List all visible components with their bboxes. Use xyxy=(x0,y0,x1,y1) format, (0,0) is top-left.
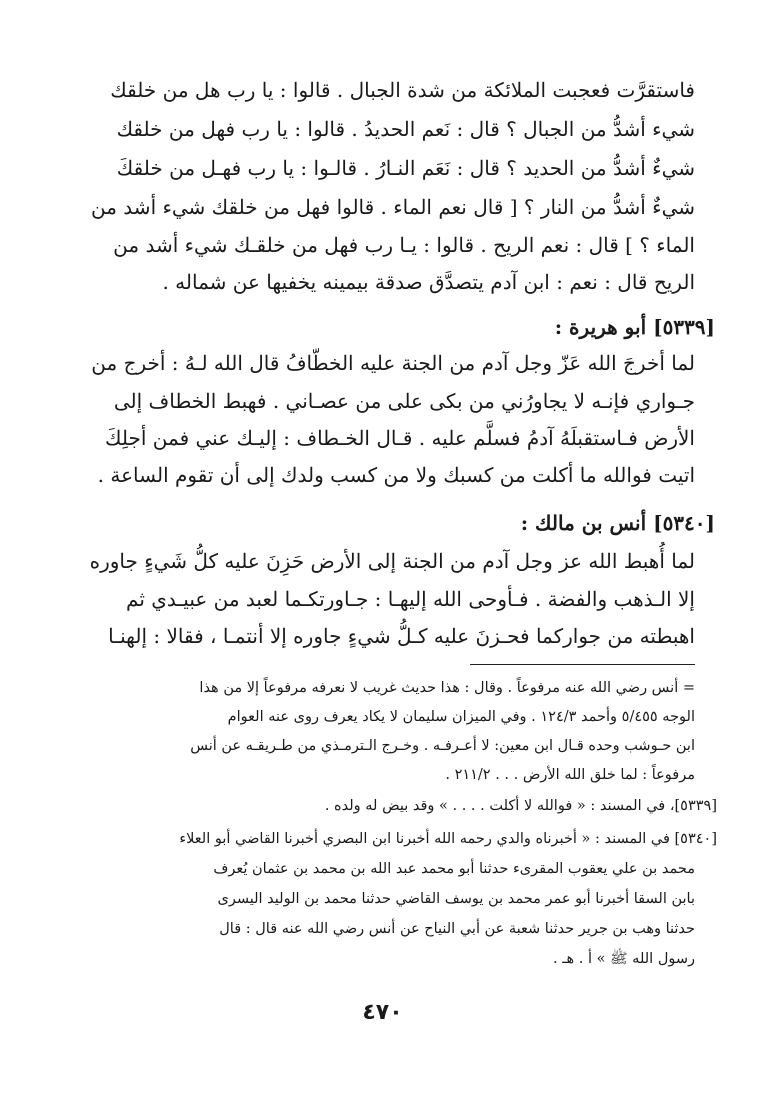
entry-heading: [٥٣٤٠] أنس بن مالك : xyxy=(520,511,715,535)
text-line: جـواري فإنـه لا يجاورُني من بكى على من عصـاني . فهبط الخطاف إلى xyxy=(113,389,695,413)
footnote-divider xyxy=(470,664,695,665)
text-line: اهبطته من جواركما فحـزنَ عليه كـلُّ شيءٍ جاوره إلا أنتمـا ، فقالا : إلهنـا xyxy=(108,624,695,648)
footnote-5339: [٥٣٣٩]، في المسند : « فوالله لا أكلت . . . . » وقد بيض له ولده . xyxy=(324,798,717,814)
text-line: الماء ؟ ] قال : نعم الريح . قالوا : يـا رب فهل من خلقـك شيء أشد من xyxy=(113,233,695,257)
text-line: الأرض فـاستقبلَهُ آدمُ فسلَّم عليه . قـال الخـطاف : إليـك عني فمن أجلِكَ xyxy=(105,426,695,450)
footnote-line: حدثنا وهب بن جرير حدثنا شعبة عن أبي النياح عن أنس رضي الله عنه قال : قال xyxy=(219,921,695,937)
entry-heading: [٥٣٣٩] أبو هريرة : xyxy=(554,315,715,339)
text-line: لما أخرجَ الله عَزّ وجل آدم من الجنة عليه الخطّافُ قال الله لـهُ : أخرج من xyxy=(91,351,695,375)
text-line: إلا الـذهب والفضة . فـأوحى الله إليهـا : جـاورتكـما لعبد من عبيـدي ثم xyxy=(126,587,695,611)
text-line: الريح قال : نعم : ابن آدم يتصدَّق صدقة بيمينه يخفيها عن شماله . xyxy=(162,270,695,294)
text-line: شيءٌ أشدُّ من الحديد ؟ قال : نَعَم النـارُ . قالـوا : يا رب فهـل من خلقكَ xyxy=(116,156,695,180)
footnote-line: = أنس رضي الله عنه مرفوعاً . وقال : هذا حديث غريب لا نعرفه مرفوعاً إلا من هذا xyxy=(199,680,695,696)
footnote-line: مرفوعاً : لما خلق الله الأرض . . . ٢١١/٢ . xyxy=(445,767,695,783)
text-line: لما أُهبط الله عز وجل آدم من الجنة إلى الأرض حَزِنَ عليه كلُّ شَيءٍ جاوره xyxy=(89,549,695,573)
footnote-line: ابن حـوشب وحده قـال ابن معين: لا أعـرفـه . وخـرج الـترمـذي من طـريقـه عن أنس xyxy=(190,738,695,754)
text-line: اتيت فوالله ما أكلت من كسبك ولا من كسب ولدك إلى أن تقوم الساعة . xyxy=(97,463,695,487)
page-number: ٤٧٠ xyxy=(362,1000,403,1025)
footnote-line: محمد بن علي يعقوب المقرىء حدثنا أبو محمد عبد الله بن محمد بن عثمان يُعرف xyxy=(213,861,695,877)
footnote-line: بابن السقا أخبرنا أبو عمر محمد بن يوسف القاضي حدثنا محمد بن الوليد اليسرى xyxy=(217,891,695,907)
text-line: شيء أشدُّ من الجبال ؟ قال : نَعم الحديدُ . قالوا : يا رب فهل من خلقك xyxy=(116,117,695,141)
footnote-line: الوجه ٥/٤٥٥ وأحمد ١٢٤/٣ . وفي الميزان سليمان لا يكاد يعرف روى عنه العوام xyxy=(227,709,695,725)
footnote-line: رسول الله ﷺ » أ . هـ . xyxy=(553,951,695,967)
footnote-5340: [٥٣٤٠] في المسند : « أخبرناه والدي رحمه الله أخبرنا ابن البصري أخبرنا القاضي أبو العلاء xyxy=(179,831,717,847)
text-line: شيءٌ أشدُّ من النار ؟ [ قال نعم الماء . قالوا فهل من خلقك شيء أشد من xyxy=(91,195,695,219)
text-line: فاستقرَّت فعجبت الملائكة من شدة الجبال . قالوا : يا رب هل من خلقك xyxy=(110,78,695,102)
